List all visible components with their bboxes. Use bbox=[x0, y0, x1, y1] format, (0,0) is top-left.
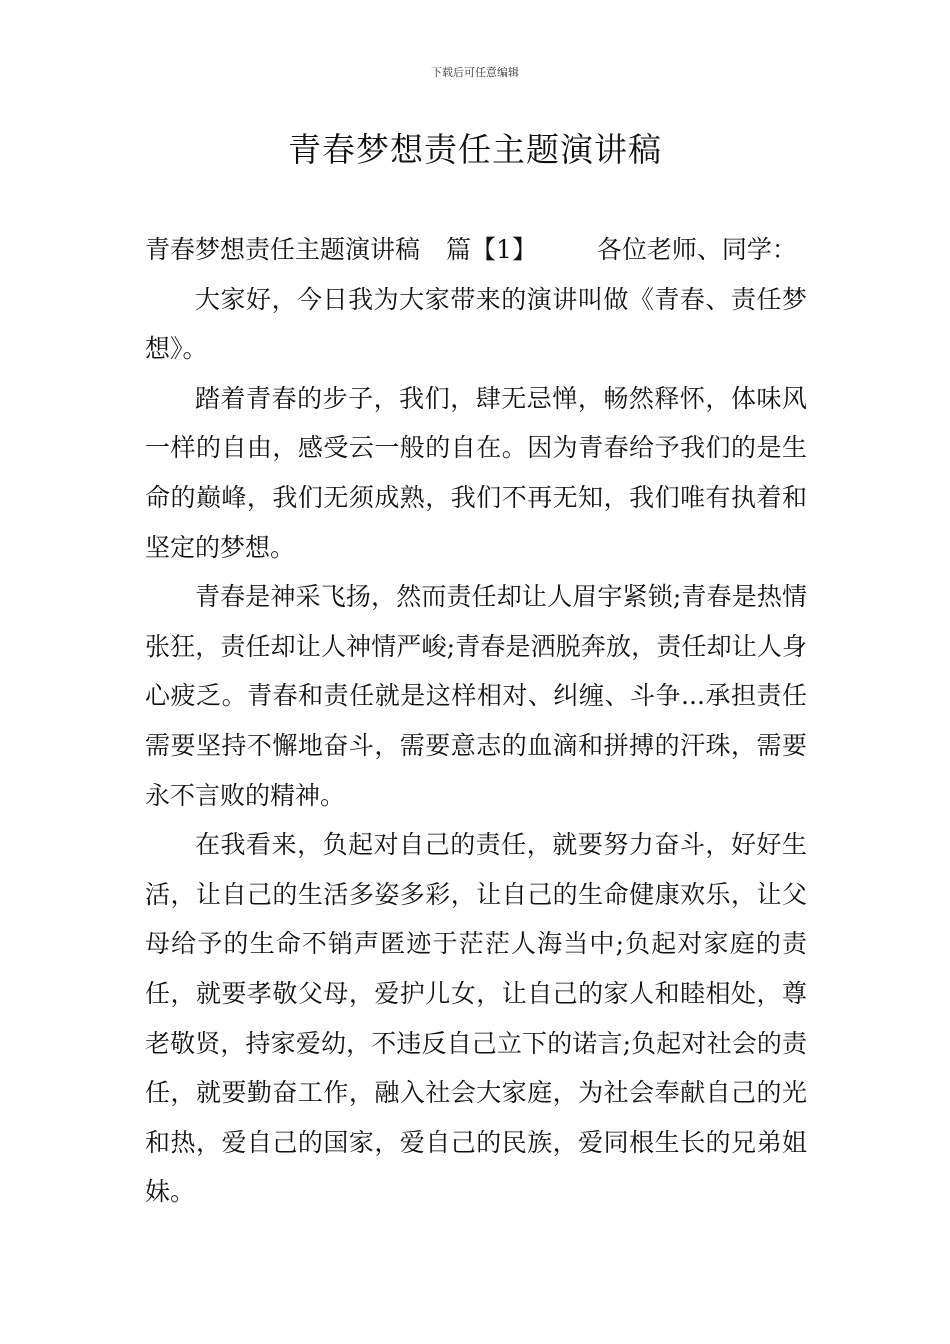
document-body bbox=[145, 225, 807, 1217]
paragraph-3: 青春是神采飞扬，然而责任却让人眉宇紧锁;青春是热情张狂，责任却让人神情严峻;青春是洒脱奔放，责任却让人身心疲乏。青春和责任就是这样相对、纠缠、斗争...承担责任需要坚持不懈地奋斗，需要意志的血滴和拼搏的汗珠，需要永不言败的精神。 bbox=[145, 582, 807, 810]
header-note: 下载后可任意编辑 bbox=[431, 66, 519, 79]
intro-line bbox=[145, 225, 807, 275]
page-title: 青春梦想责任主题演讲稿 bbox=[288, 130, 662, 169]
chapter-label: 篇【1】 bbox=[446, 235, 537, 264]
greeting: 各位老师、同学： bbox=[596, 235, 797, 264]
paragraph-4: 在我看来，负起对自己的责任，就要努力奋斗，好好生活，让自己的生活多姿多彩，让自己的生命健康欢乐，让父母给予的生命不销声匿迹于茫茫人海当中;负起对家庭的责任，就要孝敬父母，爱护儿女，让自己的家人和睦相处，尊老敬贤，持家爱幼，不违反自己立下的诺言;负起对社会的责任，就要勤奋工作，融入社会大家庭，为社会奉献自己的光和热，爱自己的国家，爱自己的民族，爱同根生长的兄弟姐妹。 bbox=[145, 830, 807, 1207]
doc-name: 青春梦想责任主题演讲稿 bbox=[145, 235, 421, 264]
paragraph-2: 踏着青春的步子，我们，肆无忌惮，畅然释怀，体味风一样的自由，感受云一般的自在。因为青春给予我们的是生命的巅峰，我们无须成熟，我们不再无知，我们唯有执着和坚定的梦想。 bbox=[145, 383, 807, 562]
paragraph-1: 大家好，今日我为大家带来的演讲叫做《青春、责任梦想》。 bbox=[145, 284, 807, 364]
